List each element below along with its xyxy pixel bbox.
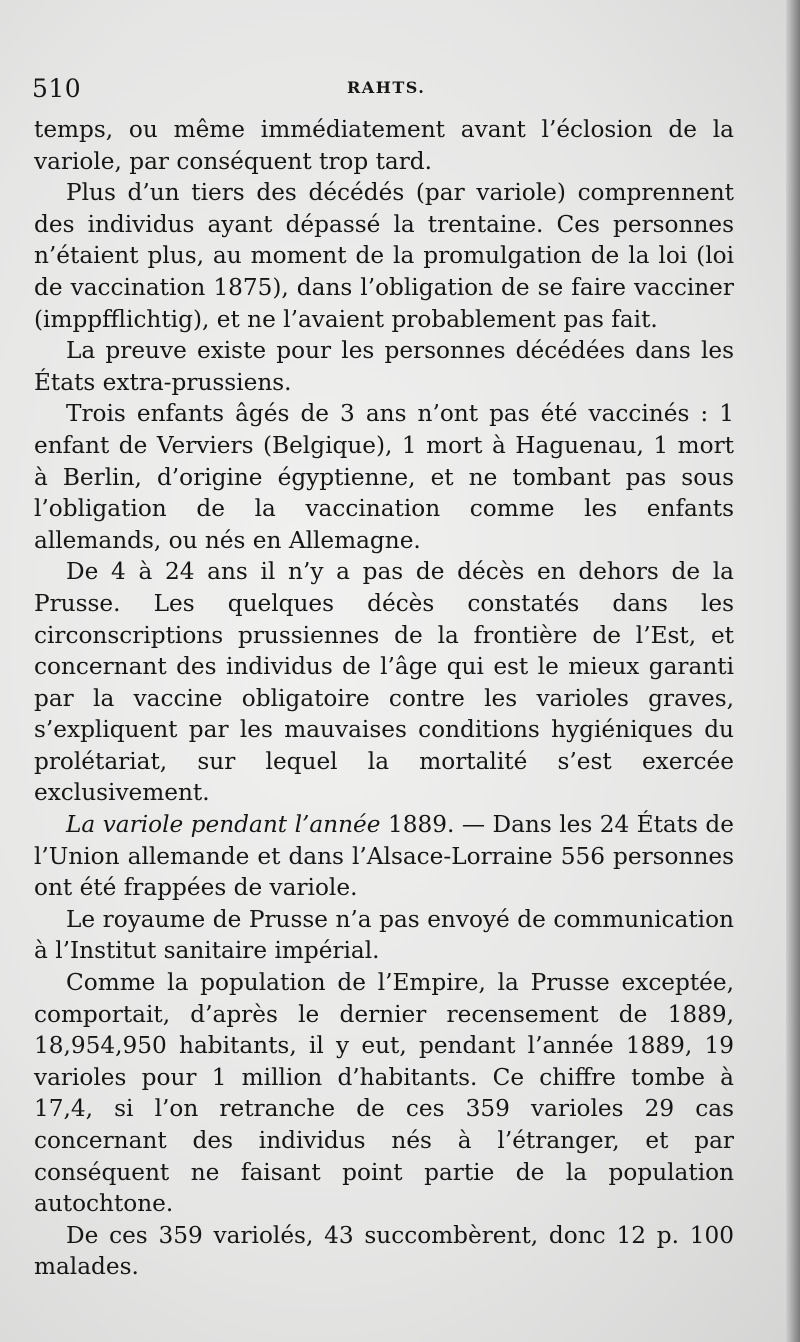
section-lead-italic: La variole pendant l’année: [66, 811, 381, 839]
page-edge-shadow: [786, 0, 800, 1342]
paragraph-proof: La preuve existe pour les personnes décédées dans les États extra-prussiens.: [34, 337, 734, 396]
paragraph-continuation: temps, ou même immédiatement avant l’éclosion de la variole, par conséquent trop tard.: [34, 116, 734, 175]
paragraph-mortality: De ces 359 variolés, 43 succombèrent, donc 12 p. 100 malades.: [34, 1221, 734, 1281]
body-text: [34, 114, 734, 1283]
running-title: RAHTS.: [347, 78, 426, 97]
running-head: [32, 74, 737, 110]
paragraph-deaths-over-thirty: Plus d’un tiers des décédés (par variole) comprennent des individus ayant dépassé la trentaine. Ces personnes n’étaient plus, au moment de la promulgation de la loi (loi de vaccination 1875), dans l’obligation de se faire vacciner (imppfflichtig), et ne l’avaient probablement pas fait.: [34, 179, 734, 333]
page-number: 510: [32, 74, 82, 103]
paragraph-three-children: Trois enfants âgés de 3 ans n’ont pas été vaccinés : 1 enfant de Verviers (Belgique), 1 mort à Haguenau, 1 mort à Berlin, d’origine égyptienne, et ne tombant pas sous l’obligation de la vaccination comme les enfants allemands, ou nés en Allemagne.: [34, 400, 734, 554]
paragraph-prussia-no-communication: Le royaume de Prusse n’a pas envoyé de communication à l’Institut sanitaire impérial.: [34, 905, 734, 965]
paragraph-variole-1889: [34, 809, 734, 904]
section-lead-text: 1889. — Dans les 24 États de l’Union allemande et dans l’Alsace-Lorraine 556 personnes ont été frappées de variole.: [34, 811, 734, 902]
paragraph-population-stats: Comme la population de l’Empire, la Prusse exceptée, comportait, d’après le dernier recensement de 1889, 18,954,950 habitants, il y eut, pendant l’année 1889, 19 varioles pour 1 million d’habitants. Ce chiffre tombe à 17,4, si l’on retranche de ces 359 varioles 29 cas concernant des individus nés à l’étranger, et par conséquent ne faisant point partie de la population autochtone.: [34, 969, 734, 1218]
paragraph-ages-four-to-twentyfour: De 4 à 24 ans il n’y a pas de décès en dehors de la Prusse. Les quelques décès constatés dans les circonscriptions prussiennes de la frontière de l’Est, et concernant des individus de l’âge qui est le mieux garanti par la vaccine obligatoire contre les varioles graves, s’expliquent par les mauvaises conditions hygiéniques du prolétariat, sur lequel la mortalité s’est exercée exclusivement.: [34, 558, 734, 807]
